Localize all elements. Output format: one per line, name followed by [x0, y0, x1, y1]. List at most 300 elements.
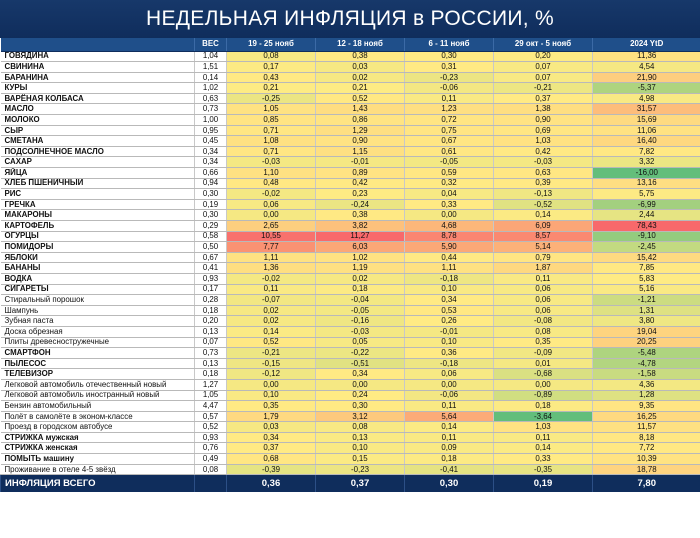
weekly-value-cell: -0,21: [227, 348, 316, 359]
ytd-value-cell: -16,00: [593, 168, 700, 179]
row-label: Шампунь: [1, 305, 195, 316]
ytd-value-cell: 31,57: [593, 104, 700, 115]
weekly-value-cell: 0,18: [405, 454, 494, 465]
row-label: ХЛЕБ ПШЕНИЧНЫЙ: [1, 178, 195, 189]
weekly-value-cell: -0,52: [494, 199, 593, 210]
weekly-value-cell: 0,00: [227, 379, 316, 390]
table-row: [1, 199, 700, 210]
weekly-value-cell: 0,02: [227, 305, 316, 316]
weekly-value-cell: 0,90: [316, 136, 405, 147]
weight-cell: 0,93: [195, 432, 227, 443]
weekly-value-cell: 0,06: [405, 369, 494, 380]
weekly-value-cell: -0,23: [405, 72, 494, 83]
table-row: [1, 51, 700, 62]
table-row: [1, 432, 700, 443]
table-row: [1, 178, 700, 189]
row-label: СТРИЖКА мужская: [1, 432, 195, 443]
table-row: [1, 252, 700, 263]
header-category: [1, 38, 195, 51]
ytd-value-cell: -2,45: [593, 242, 700, 253]
weekly-value-cell: -0,01: [405, 326, 494, 337]
weekly-value-cell: 5,14: [494, 242, 593, 253]
ytd-value-cell: -1,58: [593, 369, 700, 380]
weekly-value-cell: 0,72: [405, 115, 494, 126]
ytd-value-cell: 16,25: [593, 411, 700, 422]
total-value-cell: 0,37: [316, 475, 405, 492]
weight-cell: 0,50: [195, 242, 227, 253]
row-label: Легковой автомобиль иностранный новый: [1, 390, 195, 401]
weight-cell: 0,07: [195, 337, 227, 348]
weekly-value-cell: 0,07: [494, 72, 593, 83]
weekly-value-cell: -0,15: [227, 358, 316, 369]
ytd-value-cell: 3,32: [593, 157, 700, 168]
weekly-value-cell: 0,00: [494, 379, 593, 390]
table-row: [1, 390, 700, 401]
table-row: [1, 358, 700, 369]
weekly-value-cell: 1,87: [494, 263, 593, 274]
weight-cell: 0,14: [195, 72, 227, 83]
weekly-value-cell: 0,11: [405, 93, 494, 104]
weekly-value-cell: -0,16: [316, 316, 405, 327]
weight-cell: 0,30: [195, 189, 227, 200]
weekly-value-cell: -0,23: [316, 464, 405, 475]
weekly-value-cell: 0,06: [494, 284, 593, 295]
ytd-value-cell: 15,42: [593, 252, 700, 263]
weight-cell: 0,95: [195, 125, 227, 136]
weekly-value-cell: 0,00: [405, 210, 494, 221]
ytd-value-cell: 20,25: [593, 337, 700, 348]
header-weight: ВЕС: [195, 38, 227, 51]
weekly-value-cell: 0,08: [227, 51, 316, 62]
weekly-value-cell: 0,75: [405, 125, 494, 136]
weight-cell: 0,63: [195, 93, 227, 104]
weekly-value-cell: 0,00: [405, 379, 494, 390]
weekly-value-cell: 0,35: [494, 337, 593, 348]
weekly-value-cell: 0,13: [316, 432, 405, 443]
ytd-value-cell: 4,98: [593, 93, 700, 104]
weight-cell: 0,66: [195, 168, 227, 179]
table-row: [1, 284, 700, 295]
weekly-value-cell: 0,26: [405, 316, 494, 327]
weekly-value-cell: -0,25: [227, 93, 316, 104]
weekly-value-cell: 0,02: [316, 273, 405, 284]
weekly-value-cell: 0,14: [227, 326, 316, 337]
table-row: [1, 115, 700, 126]
weekly-value-cell: 1,10: [227, 168, 316, 179]
weekly-value-cell: -0,18: [405, 273, 494, 284]
weekly-value-cell: 2,65: [227, 221, 316, 232]
weekly-value-cell: 1,05: [227, 104, 316, 115]
weekly-value-cell: 5,64: [405, 411, 494, 422]
ytd-value-cell: 7,85: [593, 263, 700, 274]
total-value-cell: 0,19: [494, 475, 593, 492]
weekly-value-cell: 0,11: [494, 432, 593, 443]
weight-cell: 0,58: [195, 231, 227, 242]
weekly-value-cell: -0,09: [494, 348, 593, 359]
weight-cell: 0,73: [195, 104, 227, 115]
weight-cell: 0,13: [195, 326, 227, 337]
ytd-value-cell: 4,54: [593, 62, 700, 73]
weekly-value-cell: 0,14: [405, 422, 494, 433]
ytd-value-cell: 19,04: [593, 326, 700, 337]
table-row: [1, 273, 700, 284]
row-label: ВОДКА: [1, 273, 195, 284]
table-row: [1, 83, 700, 94]
ytd-value-cell: -5,48: [593, 348, 700, 359]
weekly-value-cell: -0,07: [227, 295, 316, 306]
weekly-value-cell: 0,08: [316, 422, 405, 433]
weekly-value-cell: -0,22: [316, 348, 405, 359]
table-header-row: [1, 38, 700, 51]
ytd-value-cell: 16,40: [593, 136, 700, 147]
weekly-value-cell: 0,07: [494, 62, 593, 73]
weight-cell: 0,76: [195, 443, 227, 454]
ytd-value-cell: -1,21: [593, 295, 700, 306]
header-ytd: 2024 YtD: [593, 38, 700, 51]
ytd-value-cell: 11,06: [593, 125, 700, 136]
weekly-value-cell: 7,77: [227, 242, 316, 253]
total-label: ИНФЛЯЦИЯ ВСЕГО: [1, 475, 195, 492]
weekly-value-cell: 3,82: [316, 221, 405, 232]
ytd-value-cell: 1,31: [593, 305, 700, 316]
weekly-value-cell: -0,06: [405, 83, 494, 94]
weekly-value-cell: 1,08: [227, 136, 316, 147]
weekly-value-cell: 0,10: [227, 390, 316, 401]
weekly-value-cell: 0,23: [316, 189, 405, 200]
row-label: СМЕТАНА: [1, 136, 195, 147]
table-row: [1, 305, 700, 316]
weekly-value-cell: 8,57: [494, 231, 593, 242]
weight-cell: 0,52: [195, 422, 227, 433]
weekly-value-cell: 0,11: [405, 401, 494, 412]
weekly-value-cell: 4,68: [405, 221, 494, 232]
table-row: [1, 72, 700, 83]
weekly-value-cell: -0,68: [494, 369, 593, 380]
weekly-value-cell: -0,12: [227, 369, 316, 380]
row-label: СВИНИНА: [1, 62, 195, 73]
table-row: [1, 104, 700, 115]
weekly-value-cell: 0,02: [316, 72, 405, 83]
table-row: [1, 422, 700, 433]
weekly-value-cell: 0,67: [405, 136, 494, 147]
table-row: [1, 411, 700, 422]
weekly-value-cell: 0,14: [494, 443, 593, 454]
ytd-value-cell: 5,75: [593, 189, 700, 200]
weight-cell: 0,28: [195, 295, 227, 306]
weight-cell: 1,00: [195, 115, 227, 126]
weekly-value-cell: 6,03: [316, 242, 405, 253]
weight-cell: 0,67: [195, 252, 227, 263]
weekly-value-cell: 0,20: [494, 51, 593, 62]
weekly-value-cell: 1,29: [316, 125, 405, 136]
table-row: [1, 316, 700, 327]
total-value-cell: 0,30: [405, 475, 494, 492]
weekly-value-cell: 0,69: [494, 125, 593, 136]
table-body: [1, 51, 700, 492]
row-label: ПЫЛЕСОС: [1, 358, 195, 369]
row-label: Проживание в отеле 4-5 звёзд: [1, 464, 195, 475]
ytd-value-cell: 7,72: [593, 443, 700, 454]
ytd-value-cell: 15,69: [593, 115, 700, 126]
row-label: ГОВЯДИНА: [1, 51, 195, 62]
ytd-value-cell: -9,10: [593, 231, 700, 242]
row-label: ЯЙЦА: [1, 168, 195, 179]
ytd-value-cell: 78,43: [593, 221, 700, 232]
weekly-value-cell: 0,14: [494, 210, 593, 221]
weekly-value-cell: -0,89: [494, 390, 593, 401]
weight-cell: 0,34: [195, 157, 227, 168]
weekly-value-cell: 0,34: [227, 432, 316, 443]
ytd-value-cell: -6,99: [593, 199, 700, 210]
weekly-value-cell: -0,51: [316, 358, 405, 369]
weekly-value-cell: 0,71: [227, 125, 316, 136]
table-row: [1, 379, 700, 390]
weekly-value-cell: 0,63: [494, 168, 593, 179]
weekly-value-cell: 0,44: [405, 252, 494, 263]
ytd-value-cell: 11,57: [593, 422, 700, 433]
table-row: [1, 62, 700, 73]
row-label: КАРТОФЕЛЬ: [1, 221, 195, 232]
row-label: ЯБЛОКИ: [1, 252, 195, 263]
ytd-value-cell: 5,83: [593, 273, 700, 284]
row-label: Стиральный порошок: [1, 295, 195, 306]
weekly-value-cell: -0,04: [316, 295, 405, 306]
weekly-value-cell: 1,11: [405, 263, 494, 274]
weight-cell: 0,34: [195, 146, 227, 157]
weekly-value-cell: 0,38: [316, 51, 405, 62]
weekly-value-cell: 0,30: [405, 51, 494, 62]
weight-cell: 0,30: [195, 210, 227, 221]
total-ytd-cell: 7,80: [593, 475, 700, 492]
table-row: [1, 337, 700, 348]
weight-cell: 1,02: [195, 83, 227, 94]
table-row: [1, 125, 700, 136]
table-row: [1, 454, 700, 465]
weekly-value-cell: 0,42: [316, 178, 405, 189]
row-label: СТРИЖКА женская: [1, 443, 195, 454]
weekly-value-cell: 0,52: [227, 337, 316, 348]
weekly-value-cell: 0,10: [316, 443, 405, 454]
table-row: [1, 93, 700, 104]
weekly-value-cell: 1,11: [227, 252, 316, 263]
inflation-table: [0, 38, 700, 492]
weekly-value-cell: 0,30: [316, 401, 405, 412]
ytd-value-cell: 2,44: [593, 210, 700, 221]
weekly-value-cell: 6,09: [494, 221, 593, 232]
weekly-value-cell: 1,36: [227, 263, 316, 274]
weight-cell: 0,18: [195, 369, 227, 380]
weekly-value-cell: 0,33: [494, 454, 593, 465]
ytd-value-cell: 8,18: [593, 432, 700, 443]
table-row: [1, 326, 700, 337]
table-row: [1, 242, 700, 253]
weekly-value-cell: 0,37: [227, 443, 316, 454]
row-label: СЫР: [1, 125, 195, 136]
ytd-value-cell: 13,16: [593, 178, 700, 189]
row-label: ОГУРЦЫ: [1, 231, 195, 242]
row-label: Проезд в городском автобусе: [1, 422, 195, 433]
weekly-value-cell: 0,09: [405, 443, 494, 454]
weekly-value-cell: 0,42: [494, 146, 593, 157]
weekly-value-cell: -0,03: [494, 157, 593, 168]
ytd-value-cell: 7,82: [593, 146, 700, 157]
weekly-value-cell: 0,00: [227, 210, 316, 221]
ytd-value-cell: 3,80: [593, 316, 700, 327]
weekly-value-cell: 0,21: [316, 83, 405, 94]
weekly-value-cell: 0,89: [316, 168, 405, 179]
weekly-value-cell: 0,03: [316, 62, 405, 73]
weekly-value-cell: -0,01: [316, 157, 405, 168]
weekly-value-cell: -0,35: [494, 464, 593, 475]
weekly-value-cell: 0,79: [494, 252, 593, 263]
ytd-value-cell: 9,35: [593, 401, 700, 412]
row-label: Бензин автомобильный: [1, 401, 195, 412]
table-row: [1, 189, 700, 200]
row-label: ТЕЛЕВИЗОР: [1, 369, 195, 380]
weekly-value-cell: 0,71: [227, 146, 316, 157]
weekly-value-cell: 0,03: [227, 422, 316, 433]
total-value-cell: [195, 475, 227, 492]
weekly-value-cell: -0,41: [405, 464, 494, 475]
weekly-value-cell: 0,35: [227, 401, 316, 412]
total-value-cell: 0,36: [227, 475, 316, 492]
weekly-value-cell: -0,21: [494, 83, 593, 94]
ytd-value-cell: 21,90: [593, 72, 700, 83]
weekly-value-cell: -0,08: [494, 316, 593, 327]
table-row: [1, 369, 700, 380]
row-label: МАСЛО: [1, 104, 195, 115]
weekly-value-cell: 0,18: [316, 284, 405, 295]
ytd-value-cell: 5,16: [593, 284, 700, 295]
weekly-value-cell: 0,06: [494, 305, 593, 316]
table-row: [1, 168, 700, 179]
weekly-value-cell: 0,11: [405, 432, 494, 443]
weight-cell: 1,51: [195, 62, 227, 73]
weekly-value-cell: 1,15: [316, 146, 405, 157]
weekly-value-cell: -0,03: [227, 157, 316, 168]
header-week-3: 6 - 11 нояб: [405, 38, 494, 51]
ytd-value-cell: 4,36: [593, 379, 700, 390]
weekly-value-cell: 0,10: [405, 284, 494, 295]
ytd-value-cell: -5,37: [593, 83, 700, 94]
weekly-value-cell: 0,02: [227, 316, 316, 327]
weekly-value-cell: 0,00: [316, 379, 405, 390]
weekly-value-cell: 0,52: [316, 93, 405, 104]
row-label: БАНАНЫ: [1, 263, 195, 274]
row-label: БАРАНИНА: [1, 72, 195, 83]
weekly-value-cell: 0,04: [405, 189, 494, 200]
row-label: Доска обрезная: [1, 326, 195, 337]
table-row: [1, 401, 700, 412]
weekly-value-cell: 0,15: [316, 454, 405, 465]
weight-cell: 0,49: [195, 454, 227, 465]
weekly-value-cell: -0,06: [405, 390, 494, 401]
weight-cell: 1,04: [195, 51, 227, 62]
weekly-value-cell: 0,53: [405, 305, 494, 316]
weekly-value-cell: -0,05: [316, 305, 405, 316]
weekly-value-cell: -0,02: [227, 273, 316, 284]
table-row: [1, 263, 700, 274]
row-label: РИС: [1, 189, 195, 200]
table-row: [1, 443, 700, 454]
weekly-value-cell: -0,05: [405, 157, 494, 168]
weekly-value-cell: 5,90: [405, 242, 494, 253]
weight-cell: 0,20: [195, 316, 227, 327]
weekly-value-cell: 0,38: [316, 210, 405, 221]
weekly-value-cell: -0,18: [405, 358, 494, 369]
table-row: [1, 221, 700, 232]
weight-cell: 0,19: [195, 199, 227, 210]
weekly-value-cell: 0,36: [405, 348, 494, 359]
ytd-value-cell: 10,39: [593, 454, 700, 465]
row-label: Плиты древесностружечные: [1, 337, 195, 348]
weekly-value-cell: 0,34: [316, 369, 405, 380]
weekly-value-cell: 0,21: [227, 83, 316, 94]
weekly-value-cell: 0,61: [405, 146, 494, 157]
weekly-value-cell: 1,03: [494, 422, 593, 433]
row-label: ПОМЫТЬ машину: [1, 454, 195, 465]
weekly-value-cell: 0,34: [405, 295, 494, 306]
row-label: МОЛОКО: [1, 115, 195, 126]
weekly-value-cell: 0,33: [405, 199, 494, 210]
weekly-value-cell: 0,48: [227, 178, 316, 189]
weekly-value-cell: -0,03: [316, 326, 405, 337]
weekly-value-cell: 0,59: [405, 168, 494, 179]
table-row: [1, 231, 700, 242]
weekly-value-cell: 0,31: [405, 62, 494, 73]
table-row: [1, 295, 700, 306]
weekly-value-cell: 0,43: [227, 72, 316, 83]
weekly-value-cell: 0,32: [405, 178, 494, 189]
weight-cell: 0,41: [195, 263, 227, 274]
table-row: [1, 157, 700, 168]
weekly-value-cell: 0,39: [494, 178, 593, 189]
table-row: [1, 348, 700, 359]
weekly-value-cell: 1,02: [316, 252, 405, 263]
weekly-value-cell: 3,12: [316, 411, 405, 422]
header-week-1: 19 - 25 нояб: [227, 38, 316, 51]
ytd-value-cell: 18,78: [593, 464, 700, 475]
weekly-value-cell: 1,19: [316, 263, 405, 274]
weekly-value-cell: -0,02: [227, 189, 316, 200]
weight-cell: 0,13: [195, 358, 227, 369]
weekly-value-cell: 0,68: [227, 454, 316, 465]
weight-cell: 0,29: [195, 221, 227, 232]
total-row: [1, 475, 700, 492]
header-week-2: 12 - 18 нояб: [316, 38, 405, 51]
weight-cell: 4,47: [195, 401, 227, 412]
row-label: КУРЫ: [1, 83, 195, 94]
row-label: САХАР: [1, 157, 195, 168]
weekly-value-cell: 0,18: [494, 401, 593, 412]
weekly-value-cell: 8,78: [405, 231, 494, 242]
weight-cell: 0,17: [195, 284, 227, 295]
weekly-value-cell: 0,08: [494, 326, 593, 337]
weekly-value-cell: 0,10: [405, 337, 494, 348]
weekly-value-cell: 1,03: [494, 136, 593, 147]
row-label: СИГАРЕТЫ: [1, 284, 195, 295]
weekly-value-cell: 0,05: [316, 337, 405, 348]
table-row: [1, 146, 700, 157]
row-label: Полёт в самолёте в эконом-классе: [1, 411, 195, 422]
weight-cell: 0,18: [195, 305, 227, 316]
weekly-value-cell: 1,23: [405, 104, 494, 115]
weight-cell: 0,45: [195, 136, 227, 147]
weekly-value-cell: 0,90: [494, 115, 593, 126]
weekly-value-cell: -0,13: [494, 189, 593, 200]
weekly-value-cell: 0,11: [227, 284, 316, 295]
weight-cell: 0,73: [195, 348, 227, 359]
